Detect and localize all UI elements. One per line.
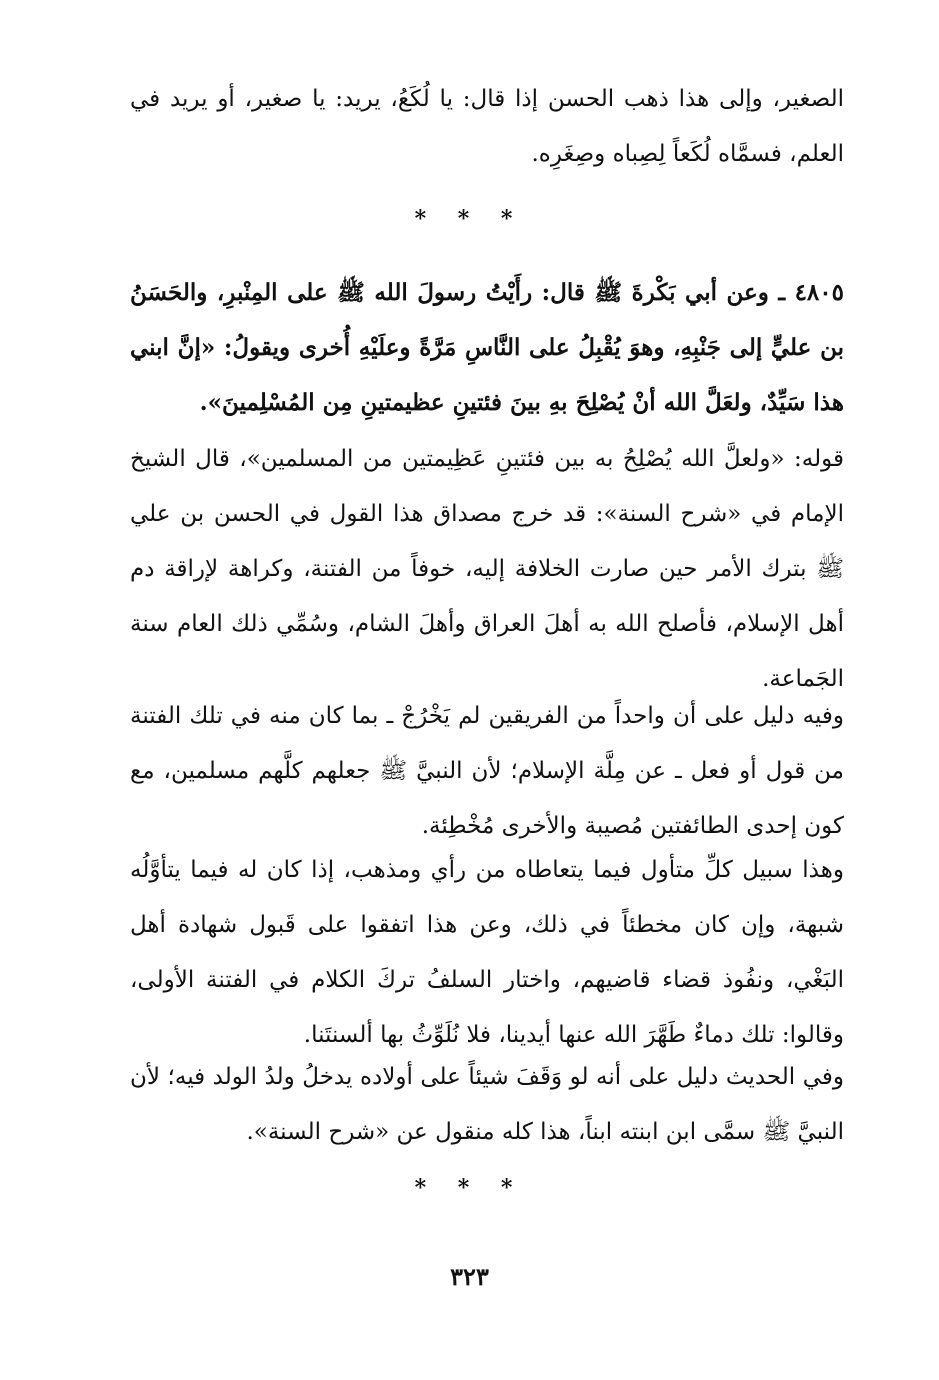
interpretation-paragraph: وهذا سبيل كلِّ متأول فيما يتعاطاه من رأي ومذهب، إذا كان له فيما يتأوَّلُه شبهة، وإن كان مخطئاً في ذلك، وعن هذا اتفقوا على قَبول شهادة أهل البَغْي، ونفُوذ قضاء قاضيهم، واختار السلفُ تركَ الكلام في الفتنة الأولى، وقالوا: تلك دماءٌ طَهَّرَ الله عنها أيدينا، فلا نُلَوِّثُ بها ألسنتَنا. — [130, 857, 844, 1048]
evidence-paragraph: وفيه دليل على أن واحداً من الفريقين لم يَخْرُجْ ـ بما كان منه في تلك الفتنة من قول أو فعل ـ عن مِلَّة الإسلام؛ لأن النبيَّ ﷺ جعلهم كلَّهم مسلمين، مع كون إحدى الطائفتين مُصيبة والأخرى مُخْطِئة. — [130, 703, 844, 839]
closing-paragraph: وفي الحديث دليل على أنه لو وَقَفَ شيئاً على أولاده يدخلُ ولدُ الولد فيه؛ لأن النبيَّ ﷺ سمَّى ابن ابنته ابناً، هذا كله منقول عن «شرح السنة». — [130, 1064, 844, 1145]
page-number: ٣٢٣ — [450, 1262, 489, 1291]
section-separator-end: * * * — [414, 1175, 525, 1201]
section-separator: * * * — [414, 206, 525, 232]
commentary-paragraph: قوله: «ولعلَّ الله يُصْلِحُ به بين فئتينِ عَظِيمتين من المسلمين»، قال الشيخ الإمام في «شرح السنة»: قد خرج مصداق هذا القول في الحسن بن علي ﷺ بترك الأمر حين صارت الخلافة إليه، خوفاً من الفتنة، وكراهة لإراقة دم أهل الإسلام، فأصلح الله به أهلَ العراق وأهلَ الشام، وسُمِّي ذلك العام سنة الجَماعة. — [130, 446, 844, 692]
hadith-paragraph: ٤٨٠٥ ـ وعن أبي بَكْرةَ ﷺ قال: رأَيْتُ رسولَ الله ﷺ على المِنْبرِ، والحَسَنُ بن عليٍّ إلى جَنْبِهِ، وهوَ يُقْبِلُ على النَّاسِ مَرَّةً وعلَيْهِ أُخرى ويقولُ: «إنَّ ابني هذا سَيِّدٌ، ولعَلَّ الله أنْ يُصْلِحَ بهِ بينَ فئتينِ عظيمتينِ مِن المُسْلِمينَ». — [130, 279, 844, 416]
paragraph-continuation: الصغير، وإلى هذا ذهب الحسن إذا قال: يا لُكَعُ، يريد: يا صغير، أو يريد في العلم، فسمَّاه لُكَعاً لِصِباه وصِغَرِه. — [130, 86, 844, 167]
